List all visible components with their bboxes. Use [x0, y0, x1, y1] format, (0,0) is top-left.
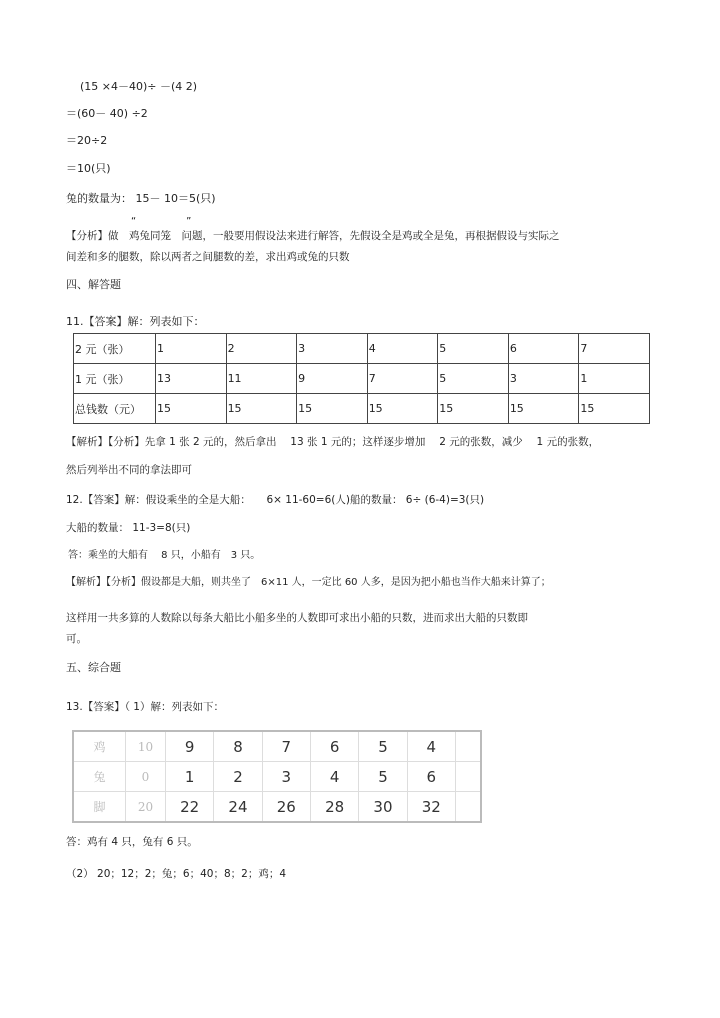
table-cell: 15	[579, 394, 650, 424]
analysis-text: 【解析】【分析】假设都是大船，则共坐了 6×11 人，一定比 60 人多，是因为把小船也当作大船来计算了；	[66, 577, 551, 588]
table-cell	[456, 792, 482, 823]
equation-line: ＝10(只)	[66, 162, 111, 175]
table-cell	[456, 731, 482, 762]
table-cell: 15	[367, 394, 438, 424]
table-cell: 15	[226, 394, 297, 424]
question-11-answer: 11.【答案】解：列表如下：	[66, 315, 205, 328]
table-cell: 3	[262, 762, 310, 792]
table-cell: 26	[262, 792, 310, 823]
analysis-text: 间差和多的腿数，除以两者之间腿数的差，求出鸡或兔的只数	[66, 251, 350, 263]
table-cell: 3	[297, 334, 368, 364]
table-cell: 22	[165, 792, 213, 823]
table-cell: 15	[508, 394, 579, 424]
money-table	[73, 333, 650, 424]
answer-text: （2） 20；12；2；兔；6；40；8；2；鸡；4	[66, 868, 287, 880]
question-12-answer: 12.【答案】解：假设乘坐的全是大船： 6× 11-60=6(人)船的数量： 6÷ (6-4)=3(只)	[66, 494, 485, 506]
section-heading: 五、综合题	[66, 661, 121, 674]
table-cell: 2	[226, 334, 297, 364]
table-cell: 2 元（张）	[74, 334, 156, 364]
answer-text: 答：鸡有 4 只，兔有 6 只。	[66, 836, 198, 848]
section-heading: 四、解答题	[66, 278, 121, 291]
rabbit-count: 兔的数量为： 15－ 10＝5(只)	[66, 192, 216, 205]
table-cell: 8	[214, 731, 262, 762]
table-cell: 15	[297, 394, 368, 424]
table-cell: 15	[156, 394, 227, 424]
table-row	[74, 394, 650, 424]
table-cell: 7	[579, 334, 650, 364]
answer-text: 答：乘坐的大船有 8 只，小船有 3 只。	[68, 550, 261, 561]
table-cell: 4	[310, 762, 358, 792]
analysis-text: 然后列举出不同的拿法即可	[66, 464, 192, 476]
analysis-text: 可。	[66, 633, 87, 645]
table-cell: 5	[438, 364, 509, 394]
table-row	[73, 762, 481, 792]
table-cell: 15	[438, 394, 509, 424]
table-row	[74, 364, 650, 394]
table-cell: 鸡	[73, 731, 126, 762]
table-cell: 11	[226, 364, 297, 394]
table-cell: 4	[407, 731, 455, 762]
table-cell: 5	[438, 334, 509, 364]
table-row	[74, 334, 650, 364]
table-cell: 28	[310, 792, 358, 823]
table-cell: 脚	[73, 792, 126, 823]
table-cell: 1	[579, 364, 650, 394]
table-cell: 9	[297, 364, 368, 394]
table-cell: 6	[508, 334, 579, 364]
chicken-rabbit-table	[72, 730, 482, 823]
analysis-text: 【分析】做 鸡兔同笼 问题，一般要用假设法来进行解答，先假设全是鸡或全是兔，再根据假设与实际之	[66, 230, 560, 242]
table-cell: 20	[126, 792, 166, 823]
table-cell: 1	[156, 334, 227, 364]
table-cell: 3	[508, 364, 579, 394]
table-cell: 总钱数（元）	[74, 394, 156, 424]
table-cell: 5	[359, 731, 407, 762]
table-cell: 13	[156, 364, 227, 394]
table-cell: 1	[165, 762, 213, 792]
table-cell: 0	[126, 762, 166, 792]
table-cell: 30	[359, 792, 407, 823]
question-13-answer: 13.【答案】（ 1）解：列表如下：	[66, 701, 224, 713]
table-cell: 10	[126, 731, 166, 762]
table-cell: 5	[359, 762, 407, 792]
table-cell: 9	[165, 731, 213, 762]
analysis-text: 这样用一共多算的人数除以每条大船比小船多坐的人数即可求出小船的只数，进而求出大船的只数即	[66, 612, 528, 624]
table-cell: 7	[262, 731, 310, 762]
table-cell: 7	[367, 364, 438, 394]
table-cell: 2	[214, 762, 262, 792]
quote-marks: “ ”	[131, 216, 192, 227]
table-cell: 4	[367, 334, 438, 364]
table-cell	[456, 762, 482, 792]
table-cell: 32	[407, 792, 455, 823]
table-row	[73, 792, 481, 823]
table-cell: 24	[214, 792, 262, 823]
table-cell: 6	[310, 731, 358, 762]
table-cell: 兔	[73, 762, 126, 792]
answer-text: 大船的数量： 11-3=8(只)	[66, 522, 191, 534]
equation-line: ＝(60－ 40) ÷2	[66, 107, 148, 120]
equation-line: ＝20÷2	[66, 134, 108, 147]
table-row	[73, 731, 481, 762]
equation-line: (15 ×4－40)÷ －(4 2)	[80, 80, 198, 93]
table-cell: 6	[407, 762, 455, 792]
analysis-text: 【解析】【分析】先拿 1 张 2 元的，然后拿出 13 张 1 元的；这样逐步增加 2 元的张数，减少 1 元的张数，	[66, 436, 600, 448]
table-cell: 1 元（张）	[74, 364, 156, 394]
